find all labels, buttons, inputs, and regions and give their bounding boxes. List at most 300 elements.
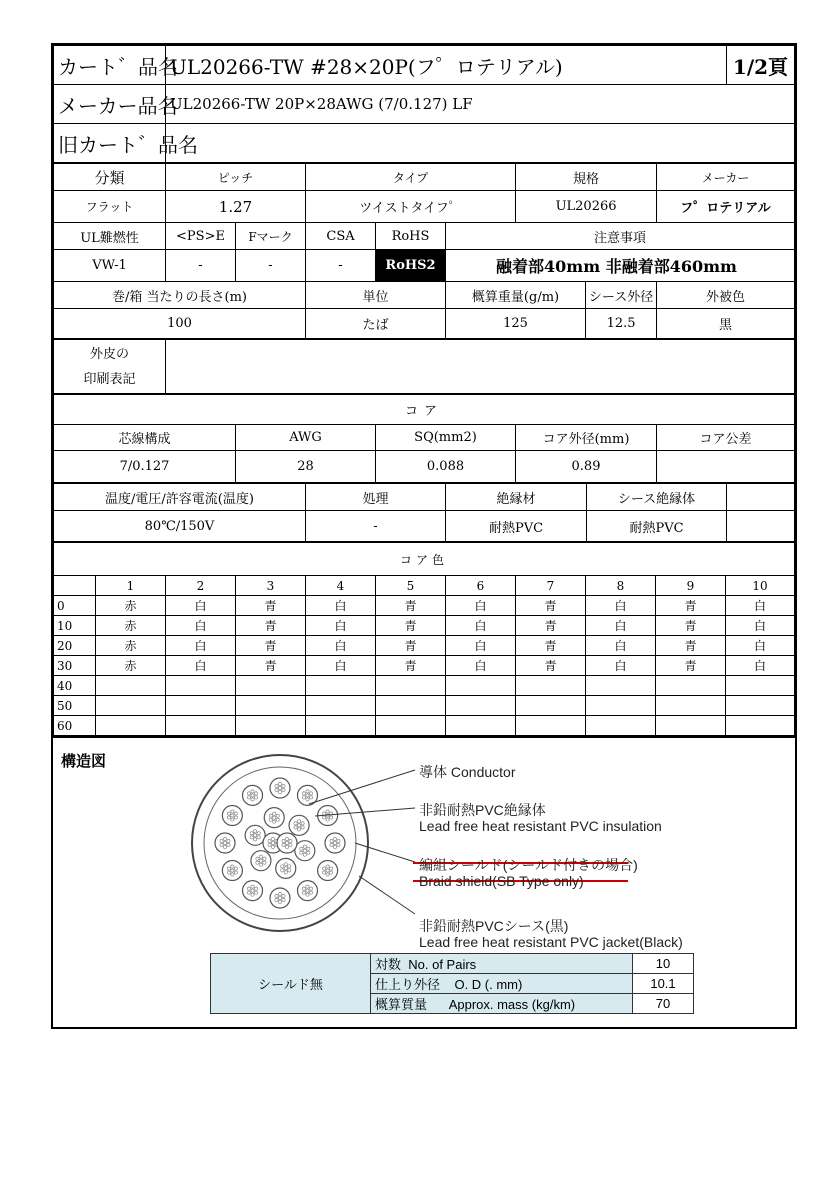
label-jacket-jp: 非鉛耐熱PVCシース(黒) [419, 918, 569, 934]
core-color-cell: 青 [656, 596, 726, 616]
value-unit: たば [306, 309, 446, 339]
value-pitch: 1.27 [166, 191, 306, 223]
core-color-cell: 赤 [96, 616, 166, 636]
conductor-strand [301, 822, 304, 825]
core-color-cell: 白 [306, 656, 376, 676]
core-color-cell: 青 [236, 596, 306, 616]
conductor-strand [326, 818, 329, 821]
conductor-strand [294, 826, 297, 829]
conductor-strand [269, 814, 272, 817]
conductor-strand [257, 832, 260, 835]
value-type: ツイストタイフ゜ [306, 191, 516, 223]
core-color-row [54, 656, 795, 676]
conductor-strand [302, 796, 305, 799]
conductor-strand [281, 865, 284, 868]
core-color-col-header: 9 [656, 576, 726, 596]
insulation-table [53, 483, 795, 542]
core-color-corner [54, 576, 96, 596]
conductor-strand [259, 859, 262, 862]
structure-diagram [53, 736, 795, 1028]
conductor-strand [326, 873, 329, 876]
label-shield-en: Braid shield(SB Type only) [419, 873, 584, 889]
leader-jacket [359, 876, 415, 914]
conductor-strand [250, 832, 253, 835]
conductor-strand [281, 869, 284, 872]
header-fmark: Fマーク [236, 223, 306, 250]
core-color-cell [96, 716, 166, 736]
conductor-strand [306, 893, 309, 896]
conductor-strand [256, 857, 259, 860]
core-color-col-header: 6 [446, 576, 516, 596]
core-color-cell: 白 [586, 656, 656, 676]
value-standard: UL20266 [516, 191, 657, 223]
spec-od-en: O. D (. mm) [454, 977, 523, 992]
conductor-strand [330, 839, 333, 842]
conductor-strand [288, 869, 291, 872]
spec-sheet [51, 43, 797, 1029]
header-core-config: 芯線構成 [54, 425, 236, 451]
conductor-strand [323, 816, 326, 819]
spec-od-value: 10.1 [633, 974, 694, 994]
conductor-strand [223, 845, 226, 848]
conductor-strand [227, 839, 230, 842]
core-table [53, 394, 795, 483]
conductor-strand [326, 869, 329, 872]
core-color-cell [96, 696, 166, 716]
core-color-cell: 白 [726, 636, 795, 656]
conductor-strand [330, 871, 333, 874]
conductor-strand [227, 843, 230, 846]
conductor-strand [278, 892, 281, 895]
conductor-strand [284, 863, 287, 866]
conductor-strand [282, 894, 285, 897]
conductor-strand [306, 794, 309, 797]
conductor-strand [259, 863, 262, 866]
conductor-strand [251, 889, 254, 892]
conductor-strand [330, 867, 333, 870]
conductor-strand [309, 887, 312, 890]
conductor-strand [333, 837, 336, 840]
value-maker: フ゜ロテリアル [657, 191, 795, 223]
conductor-strand [247, 792, 250, 795]
conductor-strand [268, 843, 271, 846]
header-length: 巻/箱 当たりの長さ(m) [54, 282, 306, 309]
core-color-cell: 青 [516, 616, 586, 636]
header-notes: 注意事項 [446, 223, 795, 250]
conductor-strand [297, 820, 300, 823]
conductor-strand [263, 861, 266, 864]
card-name-value: UL20266-TW #28×20P(フ゜ロテリアル) [166, 46, 727, 85]
conductor-strand [231, 814, 234, 817]
core-color-row [54, 616, 795, 636]
core-color-cell [656, 696, 726, 716]
core-color-cell: 青 [236, 616, 306, 636]
label-conductor: 導体 Conductor [419, 764, 516, 780]
value-core-config: 7/0.127 [54, 451, 236, 483]
spec-pairs-en: No. of Pairs [408, 957, 477, 972]
rohs-badge: RoHS2 [376, 250, 446, 282]
value-extra [727, 511, 795, 542]
conductor-strand [276, 818, 279, 821]
conductor-strand [275, 894, 278, 897]
header-awg: AWG [236, 425, 376, 451]
conductor-strand [278, 782, 281, 785]
maker-name-label: メーカー品名 [54, 85, 166, 124]
core-color-row-label: 40 [54, 676, 96, 696]
spec-row-mass [371, 994, 633, 1014]
conductor-strand [273, 812, 276, 815]
core-color-cell [446, 676, 516, 696]
print-label-line2: 印刷表記 [83, 371, 136, 387]
conductor-strand [302, 792, 305, 795]
core-color-row-label: 50 [54, 696, 96, 716]
conductor-strand [257, 836, 260, 839]
conductor-strand [234, 812, 237, 815]
conductor-strand [263, 857, 266, 860]
spec-row-od [371, 974, 633, 994]
core-color-cell [376, 716, 446, 736]
conductor-strand [251, 893, 254, 896]
core-color-cell: 白 [586, 596, 656, 616]
label-insulation-jp: 非鉛耐熱PVC絶縁体 [419, 802, 546, 818]
value-temp-voltage: 80℃/150V [54, 511, 306, 542]
core-color-cell: 白 [306, 616, 376, 636]
conductor-strand [297, 824, 300, 827]
conductor-strand [278, 790, 281, 793]
conductor-strand [275, 788, 278, 791]
conductor-strand [231, 865, 234, 868]
core-color-cell: 青 [516, 636, 586, 656]
conductor-strand [250, 836, 253, 839]
core-color-row-label: 20 [54, 636, 96, 656]
conductor-strand [220, 843, 223, 846]
core-color-table [53, 542, 795, 736]
core-color-cell [586, 676, 656, 696]
header-type: タイプ [306, 164, 516, 191]
conductor-strand [282, 784, 285, 787]
header-pitch: ピッチ [166, 164, 306, 191]
label-shield-jp: 編組シールド(シールド付きの場合) [419, 857, 638, 873]
core-color-cell [376, 696, 446, 716]
value-sheath-insulator: 耐熱PVC [587, 511, 727, 542]
core-color-row [54, 636, 795, 656]
core-color-cell [236, 716, 306, 736]
conductor-strand [254, 834, 257, 837]
spec-pairs-jp: 対数 [375, 957, 402, 972]
core-color-cell: 青 [656, 636, 726, 656]
header-csa: CSA [306, 223, 376, 250]
core-color-cell: 白 [166, 656, 236, 676]
header-table [53, 45, 795, 163]
value-bunrui: フラット [54, 191, 166, 223]
value-awg: 28 [236, 451, 376, 483]
header-ul: UL難燃性 [54, 223, 166, 250]
core-color-cell: 青 [376, 636, 446, 656]
conductor-strand [227, 867, 230, 870]
core-color-cell [516, 676, 586, 696]
conductor-strand [326, 865, 329, 868]
spec-od-jp: 仕上り外径 [375, 977, 441, 992]
conductor-strand [306, 885, 309, 888]
conductor-strand [231, 810, 234, 813]
conductor-strand [231, 869, 234, 872]
conductor-strand [254, 830, 257, 833]
header-temp-voltage: 温度/電圧/許容電流(温度) [54, 484, 306, 511]
core-color-col-header: 4 [306, 576, 376, 596]
core-color-cell [376, 676, 446, 696]
conductor-strand [227, 816, 230, 819]
header-jacket-color: 外被色 [657, 282, 795, 309]
header-maker: メーカー [657, 164, 795, 191]
core-color-cell [166, 696, 236, 716]
conductor-strand [337, 843, 340, 846]
conductor-strand [330, 843, 333, 846]
header-rohs: RoHS [376, 223, 446, 250]
conductor-strand [303, 845, 306, 848]
core-color-title: コア色 [54, 543, 795, 576]
core-color-cell [166, 676, 236, 696]
conductor-strand [251, 798, 254, 801]
conductor-strand [231, 873, 234, 876]
core-color-cell: 青 [376, 616, 446, 636]
core-color-cell: 白 [166, 596, 236, 616]
conductor-strand [247, 796, 250, 799]
core-color-col-header: 8 [586, 576, 656, 596]
conductor-strand [227, 871, 230, 874]
header-pse: <PS>E [166, 223, 236, 250]
conductor-strand [309, 796, 312, 799]
print-table [53, 339, 795, 394]
header-unit: 単位 [306, 282, 446, 309]
core-color-cell [586, 696, 656, 716]
spec-mass-jp: 概算質量 [375, 997, 428, 1012]
core-color-col-header: 5 [376, 576, 446, 596]
print-label [54, 340, 166, 394]
conductor-strand [309, 792, 312, 795]
conductor-strand [247, 887, 250, 890]
conductor-strand [247, 891, 250, 894]
conductor-strand [289, 843, 292, 846]
header-insulator: 絶縁材 [446, 484, 587, 511]
conductor-strand [227, 812, 230, 815]
conductor-strand [285, 845, 288, 848]
core-color-row [54, 716, 795, 736]
header-bunrui: 分類 [54, 164, 166, 191]
conductor-strand [269, 818, 272, 821]
page-number: 1/2頁 [727, 46, 795, 85]
core-color-cell: 青 [656, 616, 726, 636]
conductor-strand [302, 891, 305, 894]
conductor-strand [273, 820, 276, 823]
value-weight: 125 [446, 309, 586, 339]
core-color-cell: 白 [446, 616, 516, 636]
core-color-cell: 白 [726, 656, 795, 676]
conductor-strand [278, 786, 281, 789]
core-color-cell [446, 696, 516, 716]
core-color-cell [516, 696, 586, 716]
conductor-strand [297, 828, 300, 831]
old-card-name-label: 旧カート゛品名 [54, 124, 166, 163]
conductor-strand [337, 839, 340, 842]
conductor-strand [306, 790, 309, 793]
core-color-cell: 白 [586, 636, 656, 656]
conductor-strand [289, 839, 292, 842]
conductor-strand [282, 843, 285, 846]
conductor-strand [333, 841, 336, 844]
value-insulator: 耐熱PVC [446, 511, 587, 542]
value-core-tol [657, 451, 795, 483]
value-ul: VW-1 [54, 250, 166, 282]
core-color-cell: 青 [236, 636, 306, 656]
maker-name-value: UL20266-TW 20P×28AWG (7/0.127) LF [166, 85, 795, 124]
core-color-cell: 白 [306, 596, 376, 616]
header-treatment: 処理 [306, 484, 446, 511]
core-color-cell: 赤 [96, 636, 166, 656]
conductor-strand [276, 814, 279, 817]
core-color-col-header: 10 [726, 576, 795, 596]
conductor-strand [256, 861, 259, 864]
value-length: 100 [54, 309, 306, 339]
header-sheath-insulator: シース絶縁体 [587, 484, 727, 511]
core-color-cell: 青 [376, 656, 446, 676]
conductor-strand [223, 841, 226, 844]
core-color-cell [726, 716, 795, 736]
conductor-strand [333, 845, 336, 848]
core-color-cell: 白 [726, 596, 795, 616]
conductor-strand [323, 812, 326, 815]
core-color-cell [236, 676, 306, 696]
conductor-strand [300, 847, 303, 850]
conductor-strand [285, 841, 288, 844]
core-color-cell: 白 [166, 636, 236, 656]
spec-pairs-value: 10 [633, 954, 694, 974]
spec-row-pairs [371, 954, 633, 974]
print-value [166, 340, 795, 394]
core-color-col-header: 7 [516, 576, 586, 596]
conductor-strand [284, 871, 287, 874]
conductor-strand [323, 871, 326, 874]
core-color-cell [306, 676, 376, 696]
conductor-strand [223, 837, 226, 840]
core-color-row-label: 30 [54, 656, 96, 676]
conductor-strand [330, 816, 333, 819]
conductor-strand [288, 865, 291, 868]
core-color-cell: 青 [516, 656, 586, 676]
core-color-header-row [54, 576, 795, 596]
core-color-cell: 青 [376, 596, 446, 616]
core-color-cell [166, 716, 236, 736]
spec-mass-en: Approx. mass (kg/km) [448, 997, 576, 1012]
core-color-cell [656, 716, 726, 736]
spec-group-label: シールド無 [211, 954, 371, 1014]
label-jacket-en: Lead free heat resistant PVC jacket(Black) [419, 934, 683, 950]
core-color-row-label: 60 [54, 716, 96, 736]
core-color-cell [726, 696, 795, 716]
core-color-cell [306, 696, 376, 716]
conductor-strand [273, 816, 276, 819]
core-color-col-header: 3 [236, 576, 306, 596]
core-color-cell [306, 716, 376, 736]
print-label-line1: 外皮の [89, 346, 129, 362]
core-color-cell: 赤 [96, 596, 166, 616]
core-color-col-header: 1 [96, 576, 166, 596]
conductor-strand [251, 885, 254, 888]
spec-summary-table [210, 953, 694, 1014]
conductor-strand [231, 818, 234, 821]
core-color-cell: 白 [446, 656, 516, 676]
core-color-row-label: 0 [54, 596, 96, 616]
conductor-strand [220, 839, 223, 842]
conductor-strand [323, 867, 326, 870]
core-color-col-header: 2 [166, 576, 236, 596]
core-color-row [54, 596, 795, 616]
conductor-strand [271, 841, 274, 844]
conductor-strand [275, 784, 278, 787]
conductor-strand [271, 845, 274, 848]
classification-table [53, 163, 795, 339]
value-csa: - [306, 250, 376, 282]
header-core-tol: コア公差 [657, 425, 795, 451]
conductor-strand [234, 871, 237, 874]
conductor-strand [254, 796, 257, 799]
core-color-cell: 青 [656, 656, 726, 676]
core-color-cell: 青 [236, 656, 306, 676]
conductor-strand [307, 851, 310, 854]
header-weight: 概算重量(g/m) [446, 282, 586, 309]
conductor-strand [307, 847, 310, 850]
conductor-strand [271, 837, 274, 840]
conductor-strand [282, 839, 285, 842]
core-color-cell: 青 [516, 596, 586, 616]
core-color-cell: 白 [306, 636, 376, 656]
conductor-strand [303, 849, 306, 852]
core-color-cell: 白 [586, 616, 656, 636]
conductor-strand [282, 898, 285, 901]
value-sq: 0.088 [376, 451, 516, 483]
conductor-strand [309, 891, 312, 894]
header-core-od: コア外径(mm) [516, 425, 657, 451]
conductor-strand [275, 898, 278, 901]
conductor-strand [300, 851, 303, 854]
conductor-strand [285, 837, 288, 840]
value-core-od: 0.89 [516, 451, 657, 483]
core-color-cell: 白 [726, 616, 795, 636]
header-sheath-od: シース外径 [586, 282, 657, 309]
conductor-strand [301, 826, 304, 829]
value-notes: 融着部40mm 非融着部460mm [446, 250, 795, 282]
conductor-strand [326, 810, 329, 813]
value-sheath-od: 12.5 [586, 309, 657, 339]
conductor-strand [254, 792, 257, 795]
core-color-cell [446, 716, 516, 736]
core-title: コア [54, 395, 795, 425]
header-extra [727, 484, 795, 511]
conductor-strand [254, 838, 257, 841]
conductor-strand [259, 855, 262, 858]
core-color-cell: 白 [446, 596, 516, 616]
structure-title: 構造図 [61, 752, 107, 770]
old-card-name-value [166, 124, 795, 163]
core-color-row [54, 676, 795, 696]
card-name-label: カート゛品名 [54, 46, 166, 85]
core-color-cell [656, 676, 726, 696]
value-jacket-color: 黒 [657, 309, 795, 339]
core-color-cell [236, 696, 306, 716]
conductor-strand [282, 788, 285, 791]
core-color-cell [516, 716, 586, 736]
conductor-strand [303, 853, 306, 856]
conductor-strand [254, 891, 257, 894]
